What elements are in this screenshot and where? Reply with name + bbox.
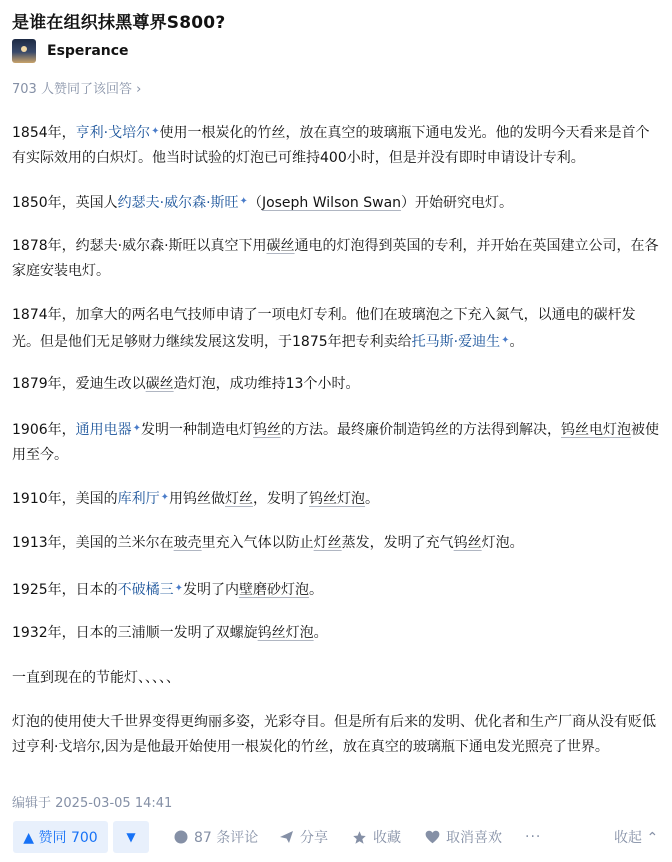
avatar[interactable] <box>12 39 36 63</box>
edited-time: 编辑于 2025-03-05 14:41 <box>12 796 173 811</box>
paragraph-text: 的方法。最终廉价制造钨丝的方法得到解决， <box>281 422 562 438</box>
sparkle-icon: ✦ <box>239 196 248 207</box>
upvote-button[interactable]: ▲ 赞同 700 <box>13 821 108 853</box>
paragraph-text: （ <box>247 195 262 211</box>
favorite-button[interactable] <box>352 821 401 853</box>
paragraph-7 <box>12 485 662 512</box>
paragraph-text: ，发明了 <box>253 491 310 507</box>
paragraph-text: 1906年， <box>12 422 76 438</box>
upvote-info-link[interactable]: 703 人赞同了该回答 › <box>12 82 142 97</box>
search-term-link[interactable]: 钨丝灯泡 <box>309 491 366 507</box>
paragraph-4 <box>12 303 662 355</box>
paragraph-6 <box>12 416 662 468</box>
paragraph-text: 灯泡。 <box>481 535 524 551</box>
paragraph-text: 通电的灯泡得到英国的专利，并开始在英国建立公司，在各家庭安装电灯。 <box>12 238 659 279</box>
paragraph-text: 1874年，加拿大的两名电气技师申请了一项电灯专利。他们在玻璃泡之下充入氮气，以通电的碳杆发光。但是他们无足够财力继续发展这发明，于1875年把专利卖给 <box>12 307 636 350</box>
question-title[interactable]: 是谁在组织抹黑尊界S800? <box>12 13 226 33</box>
author-row <box>12 39 129 63</box>
paragraph-text: 使用一根炭化的竹丝，放在真空的玻璃瓶下通电发光。他的发明今天看来是首个有实际效用的白炽灯。他当时试验的灯泡已可维持400小时，但是并没有即时申请设计专利。 <box>12 125 650 166</box>
favorite-label: 收藏 <box>373 830 401 846</box>
wiki-link[interactable]: 通用电器 <box>75 422 132 438</box>
share-label: 分享 <box>300 830 328 846</box>
author-name[interactable]: Esperance <box>47 43 129 59</box>
paragraph-text: 1932年，日本的三浦顺一发明了双螺旋 <box>12 625 258 641</box>
sparkle-icon: ✦ <box>501 335 510 346</box>
paragraph-text: 1850年，英国人 <box>12 195 118 211</box>
paragraph-text: 1913年，美国的兰米尔在 <box>12 535 174 551</box>
paragraph-text: 。 <box>309 582 324 598</box>
paragraph-12 <box>12 710 662 760</box>
search-term-link[interactable]: 钨丝电灯泡 <box>561 422 632 438</box>
paragraph-text: 1879年，爱迪生改以 <box>12 376 146 392</box>
more-icon[interactable]: ··· <box>525 829 542 845</box>
wiki-link[interactable]: 约瑟夫·威尔森·斯旺 <box>117 195 239 211</box>
wiki-link[interactable]: 亨利·戈培尔 <box>75 125 151 141</box>
comment-icon <box>174 830 188 844</box>
share-button[interactable] <box>279 821 328 853</box>
search-term-link[interactable]: 壁磨砂灯泡 <box>239 582 310 598</box>
paragraph-8 <box>12 531 662 556</box>
heart-icon <box>425 830 440 844</box>
search-term-link[interactable]: 碳丝 <box>266 238 295 254</box>
search-term-link[interactable]: 灯丝 <box>225 491 254 507</box>
paragraph-3 <box>12 234 662 284</box>
paragraph-9 <box>12 576 662 603</box>
paragraph-text: 1854年， <box>12 125 76 141</box>
paragraph-text: 一直到现在的节能灯、、、、、 <box>12 670 180 686</box>
paragraph-text: 造灯泡，成功维持13个小时。 <box>173 376 360 392</box>
paragraph-text: 灯泡的使用使大千世界变得更绚丽多姿，光彩夺目。但是所有后来的发明、优化者和生产厂商从没有贬低过亨利·戈培尔,因为是他最开始使用一根炭化的竹丝，放在真空的玻璃瓶下通电发光照亮了世界。 <box>12 714 656 755</box>
collapse-button[interactable]: 收起 ⌃ <box>614 830 659 846</box>
paragraph-text: 被使用至今。 <box>12 422 660 463</box>
wiki-link[interactable]: 托马斯·爱迪生 <box>411 334 501 350</box>
paragraph-text: 。 <box>313 625 328 641</box>
paragraph-text: 里充入气体以防止 <box>201 535 314 551</box>
search-term-link[interactable]: 玻壳 <box>173 535 202 551</box>
action-bar <box>0 821 672 855</box>
paragraph-1 <box>12 119 662 171</box>
paragraph-2 <box>12 189 662 216</box>
wiki-link[interactable]: 库利厅 <box>117 491 160 507</box>
paragraph-5 <box>12 372 662 397</box>
paragraph-text: 。 <box>365 491 380 507</box>
search-term-link[interactable]: 钨丝 <box>253 422 282 438</box>
sparkle-icon: ✦ <box>151 126 160 137</box>
paragraph-11 <box>12 666 662 691</box>
paragraph-text: 发明了内 <box>183 582 240 598</box>
paragraph-text: 。 <box>509 334 524 350</box>
paragraph-text: 1925年，日本的 <box>12 582 118 598</box>
paragraph-text: 蒸发，发明了充气 <box>341 535 454 551</box>
paragraph-text: 用钨丝做 <box>169 491 226 507</box>
search-term-link[interactable]: Joseph Wilson Swan <box>261 195 402 211</box>
search-term-link[interactable]: 钨丝 <box>453 535 482 551</box>
like-button[interactable] <box>425 821 502 853</box>
paragraph-text: ）开始研究电灯。 <box>401 195 514 211</box>
share-icon <box>279 830 294 844</box>
sparkle-icon: ✦ <box>160 492 170 503</box>
wiki-link[interactable]: 不破橘三 <box>117 582 174 598</box>
sparkle-icon: ✦ <box>174 583 184 594</box>
search-term-link[interactable]: 钨丝灯泡 <box>257 625 314 641</box>
comments-button[interactable] <box>174 821 258 853</box>
paragraph-10 <box>12 621 662 646</box>
search-term-link[interactable]: 碳丝 <box>145 376 174 392</box>
like-label: 取消喜欢 <box>446 830 502 846</box>
star-icon <box>352 830 367 845</box>
sparkle-icon: ✦ <box>132 423 142 434</box>
downvote-button[interactable]: ▼ <box>113 821 149 853</box>
comments-label: 87 条评论 <box>194 830 259 846</box>
paragraph-text: 1910年，美国的 <box>12 491 118 507</box>
paragraph-text: 1878年，约瑟夫·威尔森·斯旺以真空下用 <box>12 238 267 254</box>
search-term-link[interactable]: 灯丝 <box>313 535 342 551</box>
paragraph-text: 发明一种制造电灯 <box>141 422 254 438</box>
